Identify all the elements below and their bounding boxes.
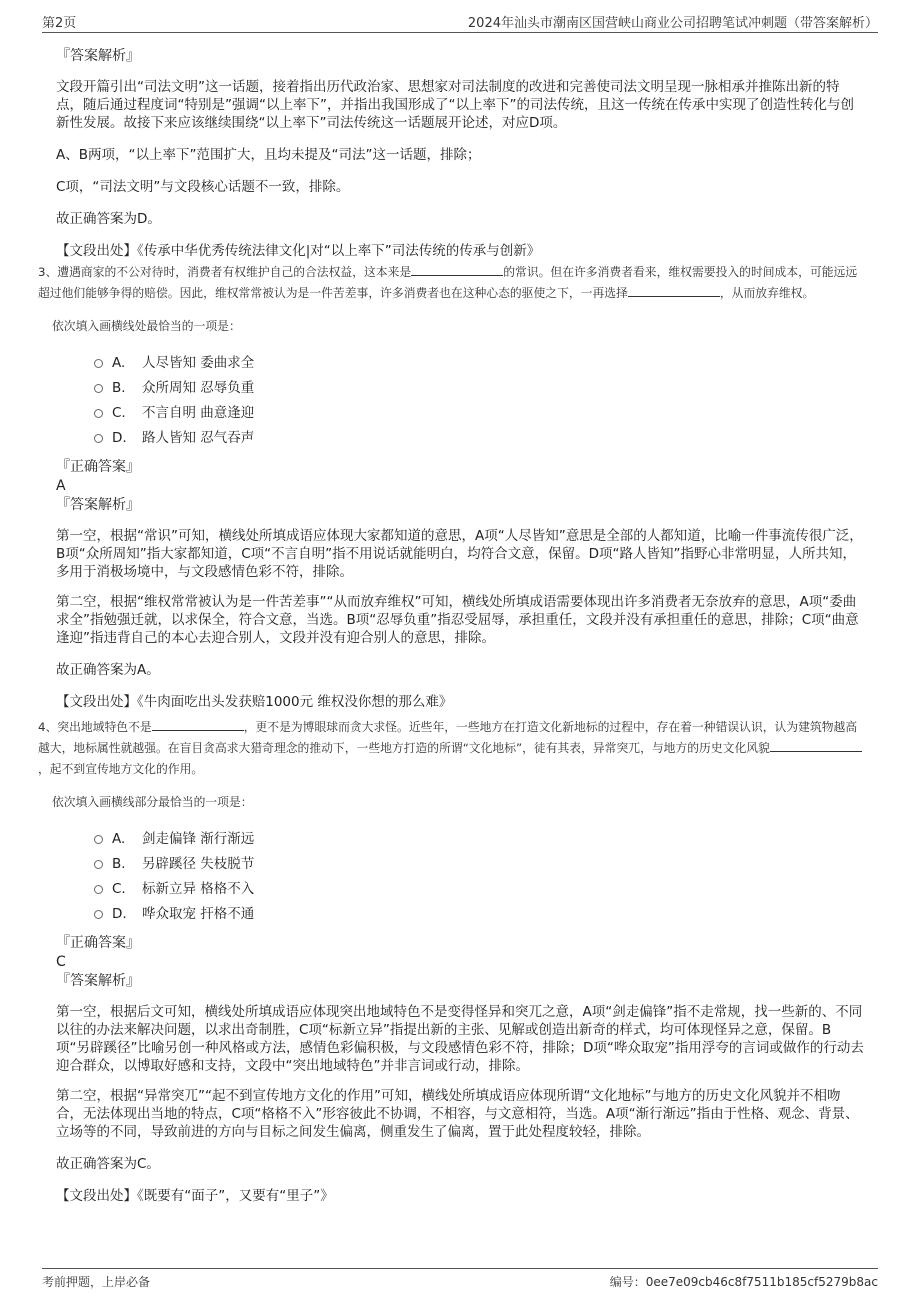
option-a[interactable]: A. 剑走偏锋 渐行渐远 bbox=[56, 827, 864, 852]
radio-icon[interactable] bbox=[94, 835, 103, 844]
question-prompt: 依次填入画横线处最恰当的一项是： bbox=[52, 319, 241, 333]
radio-icon[interactable] bbox=[94, 910, 103, 919]
radio-icon[interactable] bbox=[94, 384, 103, 393]
page-header bbox=[42, 10, 878, 33]
option-a[interactable]: A. 人尽皆知 委曲求全 bbox=[56, 351, 864, 376]
correct-answer-value: A bbox=[56, 478, 66, 494]
option-b[interactable]: B. 众所周知 忍辱负重 bbox=[56, 376, 864, 401]
analysis-paragraph: A、B两项，“以上率下”范围扩大，且均未提及“司法”这一话题，排除； bbox=[56, 147, 481, 163]
correct-answer-heading: 『正确答案』 bbox=[56, 459, 140, 475]
question-4-stem: 4、突出地域特色不是 ，更不是为博眼球而贪大求怪。近些年，一些地方在打造文化新地标的过程中，存在着一种错误认识，认为建筑物越高越大，地标属性就越强。在盲目贪高求大猎奇理念的推动下，一些地方打造的所谓“文化地标”，徒有其表，异常突兀，与地方的历史文化风貌，起不到宣传地方文化的作用。 bbox=[38, 717, 864, 780]
page-number: 第2页 bbox=[42, 16, 77, 31]
analysis-heading: 『答案解析』 bbox=[56, 973, 140, 989]
question-3-options bbox=[56, 351, 864, 451]
option-c[interactable]: C. 不言自明 曲意逢迎 bbox=[56, 401, 864, 426]
page-footer bbox=[42, 1268, 878, 1291]
answer-conclusion: 故正确答案为D。 bbox=[56, 211, 161, 227]
correct-answer-heading: 『正确答案』 bbox=[56, 935, 140, 951]
question-3-stem: 3、遭遇商家的不公对待时，消费者有权维护自己的合法权益，这本来是 的常识。但在许多消费者看来，维权需要投入的时间成本，可能远远超过他们能够争得的赔偿。因此，维权常常被认为是一件苦差事，许多消费者也在这种心态的驱使之下，一再选择 ，从而放弃维权。 bbox=[38, 265, 858, 300]
footer-slogan: 考前押题，上岸必备 bbox=[42, 1275, 151, 1289]
correct-answer-value: C bbox=[56, 954, 66, 970]
radio-icon[interactable] bbox=[94, 434, 103, 443]
document-code: 编号：0ee7e09cb46c8f7511b185cf5279b8ac bbox=[609, 1275, 878, 1289]
source-citation: 【文段出处】《传承中华优秀传统法律文化|对“以上率下”司法传统的传承与创新》 bbox=[56, 243, 541, 259]
fill-blank bbox=[770, 739, 862, 752]
analysis-paragraph: 文段开篇引出“司法文明”这一话题，接着指出历代政治家、思想家对司法制度的改进和完善使司法文明呈现一脉相承并推陈出新的特点，随后通过程度词“特别是”强调“以上率下”，并指出我国形成了“以上率下”的司法传统，且这一传统在传承中实现了创造性转化与创新性发展。故接下来应该继续围绕“以上率下”司法传统这一话题展开论述，对应D项。 bbox=[56, 79, 854, 131]
option-d[interactable]: D. 路人皆知 忍气吞声 bbox=[56, 426, 864, 451]
fill-blank bbox=[152, 718, 244, 731]
analysis-paragraph: C项，“司法文明”与文段核心话题不一致，排除。 bbox=[56, 179, 350, 195]
analysis-heading: 『答案解析』 bbox=[56, 497, 140, 513]
question-prompt: 依次填入画横线部分最恰当的一项是： bbox=[52, 795, 253, 809]
source-citation: 【文段出处】《牛肉面吃出头发获赔1000元 维权没你想的那么难》 bbox=[56, 694, 453, 710]
analysis-paragraph: 第二空，根据“维权常常被认为是一件苦差事”“从而放弃维权”可知，横线处所填成语需要体现出许多消费者无奈放弃的意思，A项“委曲求全”指勉强迁就，以求保全，符合文意，当选。B项“忍辱负重”指忍受屈辱，承担重任，文段并没有承担重任的意思，排除；C项“曲意逢迎”指违背自己的本心去迎合别人，文段并没有迎合别人的意思，排除。 bbox=[56, 594, 859, 646]
radio-icon[interactable] bbox=[94, 860, 103, 869]
document-title: 2024年汕头市潮南区国营峡山商业公司招聘笔试冲刺题（带答案解析） bbox=[467, 16, 878, 31]
radio-icon[interactable] bbox=[94, 409, 103, 418]
question-4-options bbox=[56, 827, 864, 927]
analysis-paragraph: 第二空，根据“异常突兀”“起不到宣传地方文化的作用”可知，横线处所填成语应体现所谓“文化地标”与地方的历史文化风貌并不相吻合，无法体现出当地的特点，C项“格格不入”形容彼此不协调，不相容，与文意相符，当选。A项“渐行渐远”指由于性格、观念、背景、立场等的不同，导致前进的方向与目标之间发生偏离，侧重发生了偏离，置于此处程度较轻，排除。 bbox=[56, 1088, 859, 1140]
analysis-heading: 『答案解析』 bbox=[56, 48, 140, 64]
radio-icon[interactable] bbox=[94, 885, 103, 894]
analysis-paragraph: 第一空，根据后文可知，横线处所填成语应体现突出地域特色不是变得怪异和突兀之意，A项“剑走偏锋”指不走常规，找一些新的、不同以往的办法来解决问题，以求出奇制胜，C项“标新立异”指提出新的主张、见解或创造出新奇的样式，均可体现怪异之意，保留。B项“另辟蹊径”比喻另创一种风格或方法，感情色彩偏积极，与文段感情色彩不符，排除；D项“哗众取宠”指用浮夸的言词或做作的行动去迎合群众，以博取好感和支持，文段中“突出地域特色”并非言词或行动，排除。 bbox=[56, 1004, 864, 1074]
option-d[interactable]: D. 哗众取宠 扞格不通 bbox=[56, 902, 864, 927]
option-b[interactable]: B. 另辟蹊径 失枝脱节 bbox=[56, 852, 864, 877]
answer-conclusion: 故正确答案为C。 bbox=[56, 1156, 160, 1172]
page-content bbox=[38, 42, 864, 1205]
source-citation: 【文段出处】《既要有“面子”，又要有“里子”》 bbox=[56, 1188, 334, 1204]
fill-blank bbox=[411, 263, 503, 276]
radio-icon[interactable] bbox=[94, 359, 103, 368]
analysis-paragraph: 第一空，根据“常识”可知，横线处所填成语应体现大家都知道的意思，A项“人尽皆知”意思是全部的人都知道，比喻一件事流传很广泛，B项“众所周知”指大家都知道，C项“不言自明”指不用说话就能明白，均符合文意，保留。D项“路人皆知”指野心非常明显，人所共知，多用于消极场境中，与文段感情色彩不符，排除。 bbox=[56, 528, 863, 580]
fill-blank bbox=[628, 284, 720, 297]
option-c[interactable]: C. 标新立异 格格不入 bbox=[56, 877, 864, 902]
answer-conclusion: 故正确答案为A。 bbox=[56, 662, 160, 678]
